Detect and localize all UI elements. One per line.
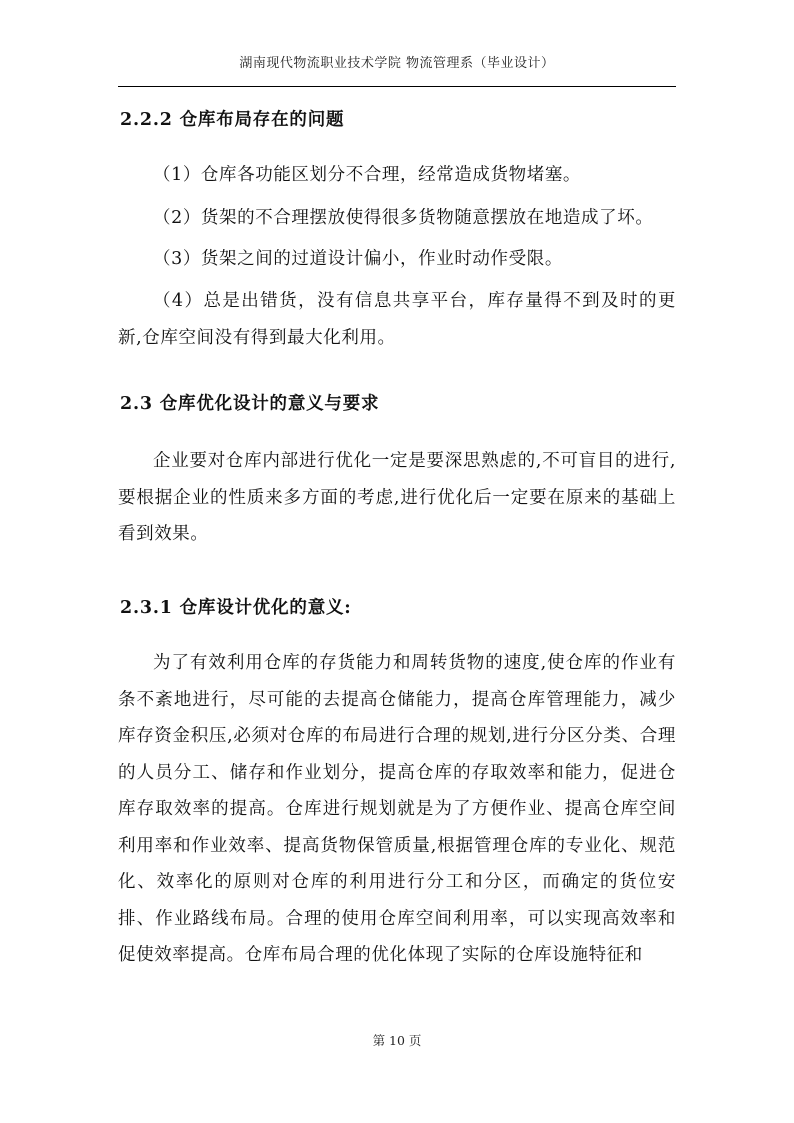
body-paragraph: 企业要对仓库内部进行优化一定是要深思熟虑的,不可盲目的进行,要根据企业的性质来多方面的考虑,进行优化后一定要在原来的基础上看到效果。 — [118, 451, 676, 544]
section-heading-2-2-2: 2.2.2 仓库布局存在的问题 — [120, 110, 345, 130]
page-header: 湖南现代物流职业技术学院 物流管理系（毕业设计） — [239, 56, 555, 71]
section-heading-2-3: 2.3 仓库优化设计的意义与要求 — [120, 394, 380, 414]
section-heading-2-3-1: 2.3.1 仓库设计优化的意义: — [120, 598, 352, 618]
header-rule — [118, 86, 676, 87]
body-paragraph: 为了有效利用仓库的存货能力和周转货物的速度,使仓库的作业有条不紊地进行，尽可能的去提高仓储能力，提高仓库管理能力，减少库存资金积压,必须对仓库的布局进行合理的规划,进行分区分类、合理的人员分工、储存和作业划分，提高仓库的存取效率和能力，促进仓库存取效率的提高。仓库进行规划就是为了方便作业、提高仓库空间利用率和作业效率、提高货物保管质量,根据管理仓库的专业化、规范化、效率化的原则对仓库的利用进行分工和分区，而确定的货位安排、作业路线布局。合理的使用仓库空间利用率，可以实现高效率和促使效率提高。仓库布局合理的优化体现了实际的仓库设施特征和 — [118, 653, 676, 965]
list-item: （4）总是出错货，没有信息共享平台，库存量得不到及时的更新,仓库空间没有得到最大化利用。 — [118, 291, 676, 348]
list-item: （2）货架的不合理摆放使得很多货物随意摆放在地造成了坏。 — [153, 208, 654, 228]
page-number: 第 10 页 — [372, 1033, 422, 1048]
list-item: （1）仓库各功能区划分不合理，经常造成货物堵塞。 — [153, 165, 582, 185]
list-item: （3）货架之间的过道设计偏小，作业时动作受限。 — [153, 249, 563, 269]
